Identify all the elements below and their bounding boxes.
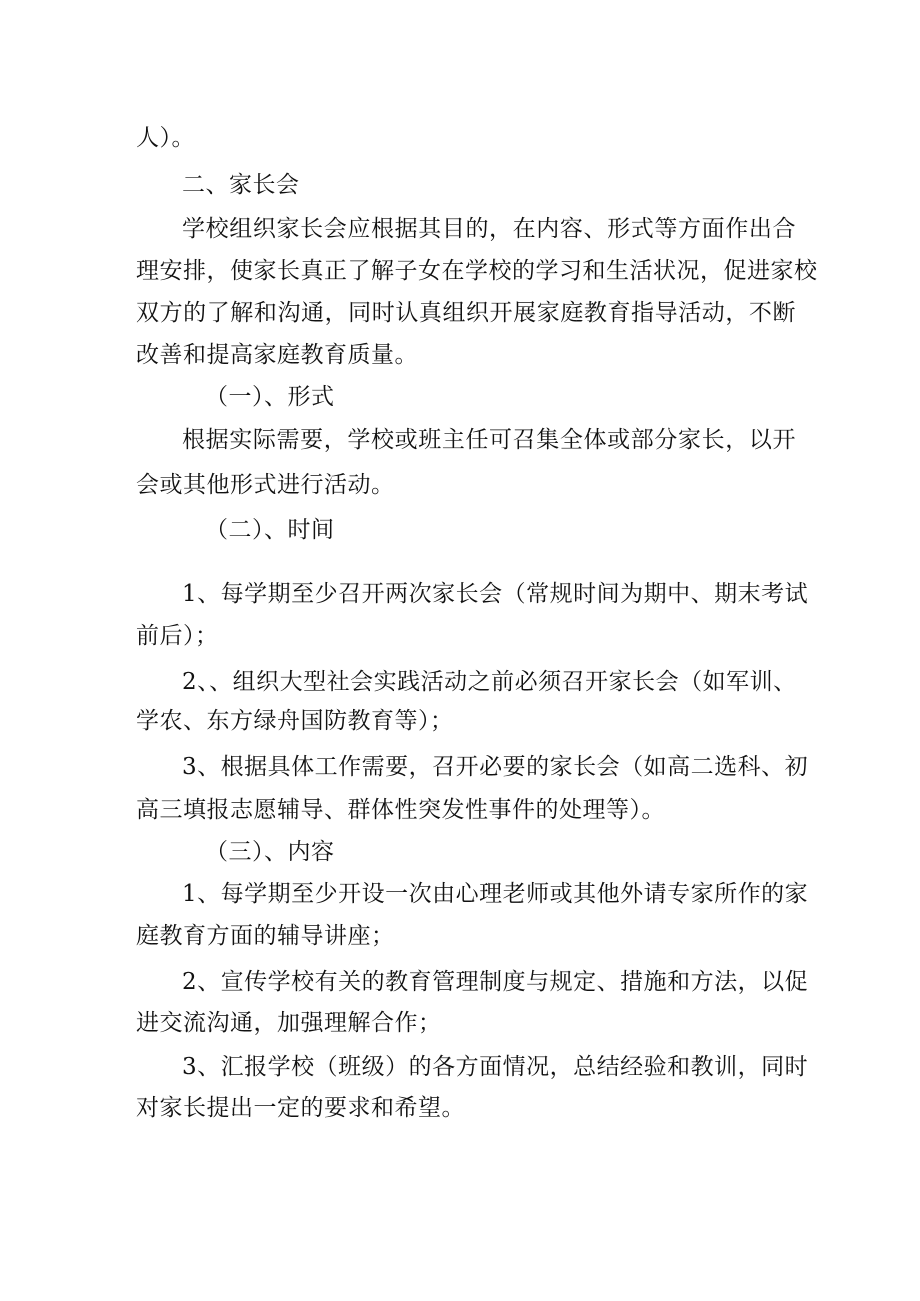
list-item-line: 高三填报志愿辅导、群体性突发性事件的处理等）。 [136,797,665,823]
paragraph-continuation: 人）。 [136,125,195,151]
list-item-line: 1、每学期至少开设一次由心理老师或其他外请专家所作的家 [182,881,809,907]
paragraph-line: 学校组织家长会应根据其目的，在内容、形式等方面作出合 [182,216,796,242]
subheading-form: （一）、形式 [205,384,335,410]
list-item-line: 庭教育方面的辅导讲座； [136,923,395,949]
paragraph-line: 理安排，使家长真正了解子女在学校的学习和生活状况，促进家校 [136,258,818,284]
paragraph-line: 会或其他形式进行活动。 [136,472,395,498]
list-item-line: 进交流沟通，加强理解合作； [136,1010,442,1036]
list-item-line: 2、宣传学校有关的教育管理制度与规定、措施和方法，以促 [182,969,809,995]
list-item-line: 1、每学期至少召开两次家长会（常规时间为期中、期末考试 [182,581,809,607]
subheading-time: （二）、时间 [205,517,335,543]
section-heading-parent-meeting: 二、家长会 [182,172,300,198]
subheading-content: （三）、内容 [205,839,335,865]
list-item-line: 对家长提出一定的要求和希望。 [136,1095,465,1121]
paragraph-line: 改善和提高家庭教育质量。 [136,342,418,368]
paragraph-line: 双方的了解和沟通，同时认真组织开展家庭教育指导活动，不断 [136,300,796,326]
list-item-line: 前后）； [136,623,219,649]
list-item-line: 3、汇报学校（班级）的各方面情况，总结经验和教训，同时 [182,1054,809,1080]
list-item-line: 2、、组织大型社会实践活动之前必须召开家长会（如军训、 [182,669,797,695]
paragraph-line: 根据实际需要，学校或班主任可召集全体或部分家长，以开 [182,427,796,453]
list-item-line: 学农、东方绿舟国防教育等）； [136,708,454,734]
list-item-line: 3、根据具体工作需要，召开必要的家长会（如高二选科、初 [182,754,809,780]
